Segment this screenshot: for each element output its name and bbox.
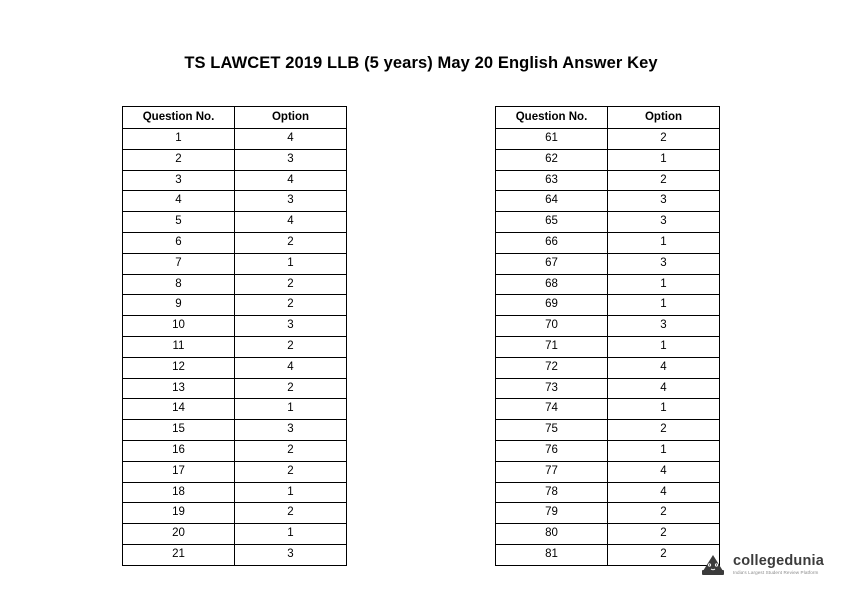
cell-question-no: 71: [496, 336, 608, 357]
table-row: [123, 316, 347, 337]
cell-question-no: 73: [496, 378, 608, 399]
cell-question-no: 64: [496, 191, 608, 212]
table-row: [496, 191, 720, 212]
cell-option: 2: [608, 129, 720, 150]
cell-option: 1: [608, 399, 720, 420]
cell-option: 2: [235, 461, 347, 482]
column-header-option: Option: [235, 107, 347, 129]
cell-option: 2: [608, 420, 720, 441]
table-row: [123, 191, 347, 212]
table-row: [496, 170, 720, 191]
cell-option: 1: [235, 399, 347, 420]
table-body-right: [496, 129, 720, 566]
cell-option: 2: [608, 170, 720, 191]
cell-option: 4: [608, 482, 720, 503]
table-row: [123, 524, 347, 545]
cell-question-no: 20: [123, 524, 235, 545]
cell-question-no: 11: [123, 336, 235, 357]
cell-question-no: 8: [123, 274, 235, 295]
cell-option: 3: [235, 316, 347, 337]
cell-option: 2: [235, 274, 347, 295]
cell-question-no: 80: [496, 524, 608, 545]
table-row: [123, 503, 347, 524]
table-row: [496, 482, 720, 503]
cell-option: 2: [235, 503, 347, 524]
column-header-question-no: Question No.: [123, 107, 235, 129]
cell-question-no: 63: [496, 170, 608, 191]
cell-option: 1: [608, 295, 720, 316]
table-row: [496, 274, 720, 295]
watermark-tagline: India's Largest Student Review Platform: [732, 569, 819, 575]
answer-key-tables: [0, 106, 842, 566]
cell-option: 3: [608, 316, 720, 337]
column-header-option: Option: [608, 107, 720, 129]
cell-option: 1: [235, 524, 347, 545]
table-body-left: [123, 129, 347, 566]
table-row: [123, 295, 347, 316]
cell-option: 3: [608, 191, 720, 212]
cell-option: 1: [235, 482, 347, 503]
cell-option: 3: [235, 149, 347, 170]
cell-option: 1: [608, 274, 720, 295]
cell-option: 3: [235, 420, 347, 441]
table-row: [123, 274, 347, 295]
collegedunia-watermark: [699, 551, 824, 579]
answer-table-right: [495, 106, 720, 566]
cell-question-no: 21: [123, 544, 235, 565]
table-row: [496, 399, 720, 420]
cell-option: 1: [608, 336, 720, 357]
cell-question-no: 77: [496, 461, 608, 482]
cell-option: 2: [608, 544, 720, 565]
cell-question-no: 72: [496, 357, 608, 378]
table-row: [123, 420, 347, 441]
table-row: [496, 149, 720, 170]
table-row: [496, 295, 720, 316]
cell-question-no: 75: [496, 420, 608, 441]
collegedunia-logo-icon: [699, 551, 727, 579]
answer-table-left: [122, 106, 347, 566]
cell-question-no: 5: [123, 212, 235, 233]
cell-question-no: 19: [123, 503, 235, 524]
cell-option: 4: [608, 357, 720, 378]
table-row: [496, 232, 720, 253]
cell-question-no: 7: [123, 253, 235, 274]
cell-question-no: 62: [496, 149, 608, 170]
table-row: [123, 170, 347, 191]
table-row: [496, 440, 720, 461]
table-row: [496, 524, 720, 545]
cell-question-no: 14: [123, 399, 235, 420]
cell-question-no: 4: [123, 191, 235, 212]
cell-question-no: 2: [123, 149, 235, 170]
cell-question-no: 65: [496, 212, 608, 233]
cell-question-no: 61: [496, 129, 608, 150]
cell-question-no: 74: [496, 399, 608, 420]
cell-option: 4: [235, 357, 347, 378]
cell-question-no: 70: [496, 316, 608, 337]
cell-option: 2: [235, 336, 347, 357]
cell-option: 2: [235, 440, 347, 461]
cell-question-no: 69: [496, 295, 608, 316]
cell-question-no: 67: [496, 253, 608, 274]
table-row: [496, 378, 720, 399]
cell-option: 3: [235, 544, 347, 565]
cell-option: 4: [608, 461, 720, 482]
cell-question-no: 78: [496, 482, 608, 503]
table-row: [123, 336, 347, 357]
table-row: [496, 357, 720, 378]
table-row: [496, 420, 720, 441]
cell-question-no: 76: [496, 440, 608, 461]
cell-option: 1: [608, 149, 720, 170]
table-row: [496, 336, 720, 357]
table-row: [123, 461, 347, 482]
table-row: [496, 253, 720, 274]
table-row: [123, 378, 347, 399]
table-row: [496, 503, 720, 524]
cell-option: 1: [235, 253, 347, 274]
cell-option: 2: [235, 378, 347, 399]
cell-option: 4: [235, 212, 347, 233]
table-header-row: [496, 107, 720, 129]
cell-question-no: 6: [123, 232, 235, 253]
table-row: [123, 482, 347, 503]
cell-question-no: 12: [123, 357, 235, 378]
cell-question-no: 1: [123, 129, 235, 150]
cell-question-no: 16: [123, 440, 235, 461]
cell-question-no: 18: [123, 482, 235, 503]
cell-question-no: 66: [496, 232, 608, 253]
table-row: [123, 544, 347, 565]
cell-option: 3: [608, 212, 720, 233]
watermark-brand-name: collegedunia: [732, 553, 824, 570]
table-row: [123, 129, 347, 150]
table-row: [123, 253, 347, 274]
table-row: [123, 149, 347, 170]
cell-option: 4: [235, 170, 347, 191]
cell-option: 2: [235, 295, 347, 316]
table-row: [496, 212, 720, 233]
table-row: [123, 212, 347, 233]
column-header-question-no: Question No.: [496, 107, 608, 129]
table-header-row: [123, 107, 347, 129]
cell-question-no: 79: [496, 503, 608, 524]
cell-option: 2: [608, 524, 720, 545]
cell-option: 2: [235, 232, 347, 253]
table-row: [496, 316, 720, 337]
cell-question-no: 13: [123, 378, 235, 399]
cell-option: 4: [235, 129, 347, 150]
table-row: [496, 461, 720, 482]
table-row: [496, 129, 720, 150]
cell-question-no: 81: [496, 544, 608, 565]
cell-question-no: 17: [123, 461, 235, 482]
cell-question-no: 9: [123, 295, 235, 316]
table-row: [123, 399, 347, 420]
cell-option: 3: [608, 253, 720, 274]
cell-option: 2: [608, 503, 720, 524]
page-title: TS LAWCET 2019 LLB (5 years) May 20 English Answer Key: [184, 54, 658, 72]
cell-option: 4: [608, 378, 720, 399]
table-row: [123, 357, 347, 378]
cell-question-no: 10: [123, 316, 235, 337]
watermark-text: [733, 554, 824, 575]
cell-question-no: 3: [123, 170, 235, 191]
table-row: [123, 440, 347, 461]
cell-question-no: 15: [123, 420, 235, 441]
table-row: [123, 232, 347, 253]
table-row: [496, 544, 720, 565]
cell-option: 1: [608, 232, 720, 253]
cell-option: 3: [235, 191, 347, 212]
cell-question-no: 68: [496, 274, 608, 295]
cell-option: 1: [608, 440, 720, 461]
